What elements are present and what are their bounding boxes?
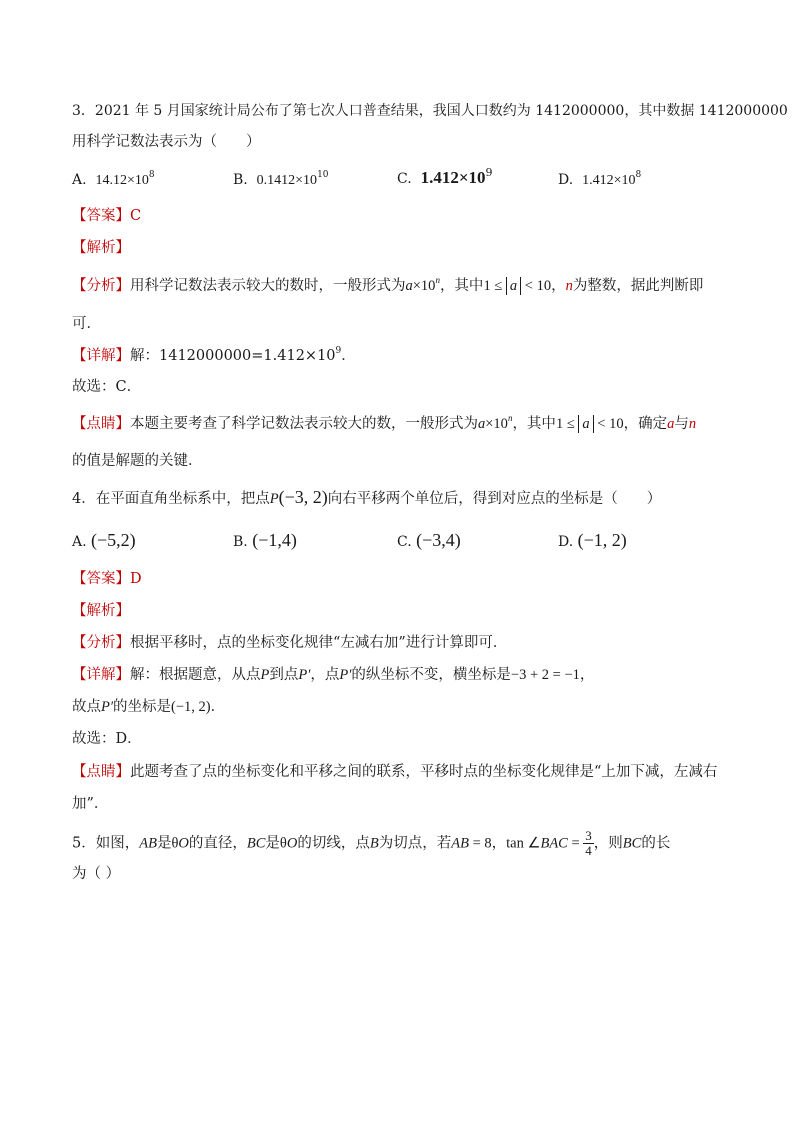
- comment-text: 本题主要考查了科学记数法表示较大的数，一般形式为: [130, 416, 478, 432]
- math-var: a: [405, 278, 413, 294]
- detail-tag: 【详解】: [72, 348, 130, 364]
- comment-tag: 【点睛】: [72, 416, 130, 432]
- q4-option-a: [72, 530, 136, 552]
- q4-stem-text: 4．在平面直角坐标系中，把点: [72, 491, 270, 507]
- math-var: AB: [451, 835, 469, 852]
- q3-comment-line1: [72, 414, 696, 434]
- answer-tag: 【答案】: [72, 571, 130, 587]
- math-var: B: [369, 835, 379, 852]
- math-text: =: [567, 835, 584, 852]
- math-var: BAC: [540, 835, 568, 852]
- choose-text: 故选：D．: [72, 731, 142, 747]
- q4-detail-line1: [72, 665, 594, 685]
- q4-comment-line1: [72, 762, 717, 782]
- math-abs: a: [578, 415, 593, 433]
- math-text: ×10: [412, 278, 436, 294]
- q5-text: 是: [265, 835, 280, 852]
- q4-comment-line2: [72, 794, 108, 814]
- q4-stem: [72, 487, 661, 509]
- math-text: 1 ≤: [555, 416, 579, 432]
- comment-text: 此题考查了点的坐标变化和平移之间的联系，平移时点的坐标变化规律是“上加下减，左减右: [130, 764, 718, 780]
- q5-text: 的切线，点: [297, 835, 370, 852]
- math-point: (−3, 2): [278, 487, 328, 507]
- math-exponent: n: [507, 413, 513, 423]
- option-value: (−5,2): [91, 530, 136, 550]
- option-exponent: 8: [148, 170, 155, 180]
- q5-text: 为（ ）: [72, 866, 121, 882]
- detail-text: ，点: [310, 667, 340, 683]
- math-exponent: n: [435, 275, 440, 285]
- math-var: BC: [622, 835, 642, 852]
- analysis-tag: 【分析】: [72, 635, 130, 651]
- math-var: n: [565, 278, 573, 294]
- q5-text: 为切点，若: [378, 835, 452, 852]
- detail-text: ．: [210, 699, 226, 715]
- q3-choose: [72, 377, 141, 397]
- option-label: C.: [397, 534, 412, 550]
- math-exponent: 9: [335, 346, 342, 356]
- math-var: P′: [101, 699, 114, 715]
- option-label: B.: [233, 172, 248, 188]
- option-value: (−3,4): [416, 530, 461, 550]
- option-value: 1.412×10: [582, 173, 636, 188]
- q5-text: 的长: [641, 835, 671, 852]
- math-abs: a: [506, 277, 521, 295]
- comment-text: 与: [674, 416, 689, 432]
- option-label: D.: [558, 172, 574, 188]
- analysis-text: ，其中: [439, 278, 484, 294]
- q3-stem-line1: [72, 101, 788, 121]
- math-var: O: [178, 835, 189, 852]
- option-label: A.: [72, 534, 87, 550]
- q5-text: 是: [156, 835, 172, 852]
- q3-analysis-line1: [72, 276, 703, 296]
- option-label: A.: [72, 172, 87, 188]
- math-var: P: [260, 667, 270, 683]
- analysis-text: 根据平移时，点的坐标变化规律“左减右加”进行计算即可．: [130, 635, 508, 651]
- math-expression: −3 + 2 = −1: [510, 667, 580, 683]
- q3-option-a: [72, 170, 155, 191]
- jiexi-tag: 【解析】: [72, 240, 130, 256]
- q4-choose: [72, 729, 142, 749]
- answer-tag: 【答案】: [72, 208, 130, 224]
- math-text: < 10: [521, 278, 552, 294]
- q5-text: 5．如图，: [72, 835, 140, 852]
- q3-answer: [72, 206, 141, 226]
- math-var: a: [478, 416, 486, 432]
- comment-text: 加”．: [72, 796, 109, 812]
- comment-text: ，其中: [512, 416, 556, 432]
- q5-text: 的直径，: [188, 835, 247, 852]
- detail-text: 的纵坐标不变，横坐标是: [351, 667, 511, 683]
- analysis-text: 用科学记数法表示较大的数时，一般形式为: [130, 278, 406, 294]
- detail-text: 解：1412000000=1.412×10: [130, 348, 336, 364]
- comment-text: 的值是解题的关键．: [72, 453, 203, 469]
- option-value: 1.412×10: [420, 168, 486, 187]
- math-var: n: [688, 416, 697, 432]
- q4-option-d: [558, 530, 627, 552]
- option-value: (−1, 2): [577, 530, 627, 550]
- circle-symbol: θ: [279, 835, 287, 852]
- detail-text: ，: [579, 667, 595, 683]
- analysis-tag: 【分析】: [72, 278, 130, 294]
- option-label: C.: [397, 171, 412, 187]
- q3-comment-line2: [72, 451, 203, 471]
- fraction: [583, 829, 594, 858]
- math-var: BC: [246, 835, 266, 852]
- q3-detail: [72, 346, 356, 366]
- q3-option-c: [397, 168, 493, 189]
- detail-text: 到点: [269, 667, 299, 683]
- math-var: P′: [298, 667, 311, 683]
- q4-analysis: [72, 633, 507, 653]
- option-value: (−1,4): [252, 530, 297, 550]
- comment-text: ，确定: [623, 416, 668, 432]
- q5-stem-line1: [72, 829, 670, 858]
- q4-detail-line2: [72, 697, 225, 717]
- q3-analysis-line2: [72, 314, 101, 334]
- q4-answer: [72, 569, 142, 589]
- answer-value: C: [130, 208, 142, 224]
- option-exponent: 9: [485, 166, 493, 179]
- q3-stem-line2: [72, 132, 261, 152]
- option-label: D.: [558, 534, 574, 550]
- detail-tag: 【详解】: [72, 667, 130, 683]
- analysis-text: ，: [551, 278, 566, 294]
- q3-stem-text: 3．2021 年 5 月国家统计局公布了第七次人口普查结果，我国人口数约为 1412000000，其中数据 1412000000: [72, 103, 788, 119]
- q5-text: ，: [491, 835, 507, 852]
- q3-stem-text-2: 用科学记数法表示为（ ）: [72, 134, 261, 150]
- math-var: a: [667, 416, 675, 432]
- math-var: P: [269, 491, 279, 507]
- option-value: 14.12×10: [95, 173, 149, 188]
- detail-text: 故点: [72, 699, 101, 715]
- option-label: B.: [233, 534, 248, 550]
- detail-text: ．: [341, 348, 356, 364]
- q3-option-b: [233, 170, 329, 191]
- option-exponent: 8: [635, 170, 642, 180]
- q4-option-b: [233, 530, 297, 552]
- choose-text: 故选：C．: [72, 379, 142, 395]
- q4-jiexi: [72, 601, 130, 621]
- fraction-denominator: 4: [585, 843, 592, 858]
- detail-text: 解：根据题意，从点: [130, 667, 261, 683]
- math-var: O: [286, 835, 298, 852]
- math-text: ×10: [485, 416, 508, 432]
- q3-jiexi: [72, 238, 130, 258]
- math-var: AB: [139, 835, 157, 852]
- q5-stem-line2: [72, 864, 120, 884]
- option-exponent: 10: [317, 170, 329, 180]
- analysis-text: 为整数，据此判断即: [572, 278, 704, 294]
- q4-option-c: [397, 530, 461, 552]
- q3-option-d: [558, 170, 641, 191]
- math-point: (−1, 2): [171, 699, 211, 715]
- analysis-text: 可．: [72, 316, 101, 332]
- math-text: tan ∠: [506, 835, 541, 852]
- comment-tag: 【点睛】: [72, 764, 130, 780]
- q5-text: ，则: [593, 835, 623, 852]
- circle-symbol: θ: [171, 835, 179, 852]
- fraction-numerator: 3: [585, 828, 592, 843]
- answer-value: D: [130, 571, 142, 587]
- math-var: P′: [339, 667, 352, 683]
- math-text: 1 ≤: [483, 278, 506, 294]
- math-text: = 8: [468, 835, 492, 852]
- q4-stem-text: 向右平移两个单位后，得到对应点的坐标是（ ）: [327, 491, 662, 507]
- detail-text: 的坐标是: [113, 699, 172, 715]
- option-value: 0.1412×10: [256, 173, 318, 188]
- jiexi-tag: 【解析】: [72, 603, 130, 619]
- math-text: < 10: [593, 416, 624, 432]
